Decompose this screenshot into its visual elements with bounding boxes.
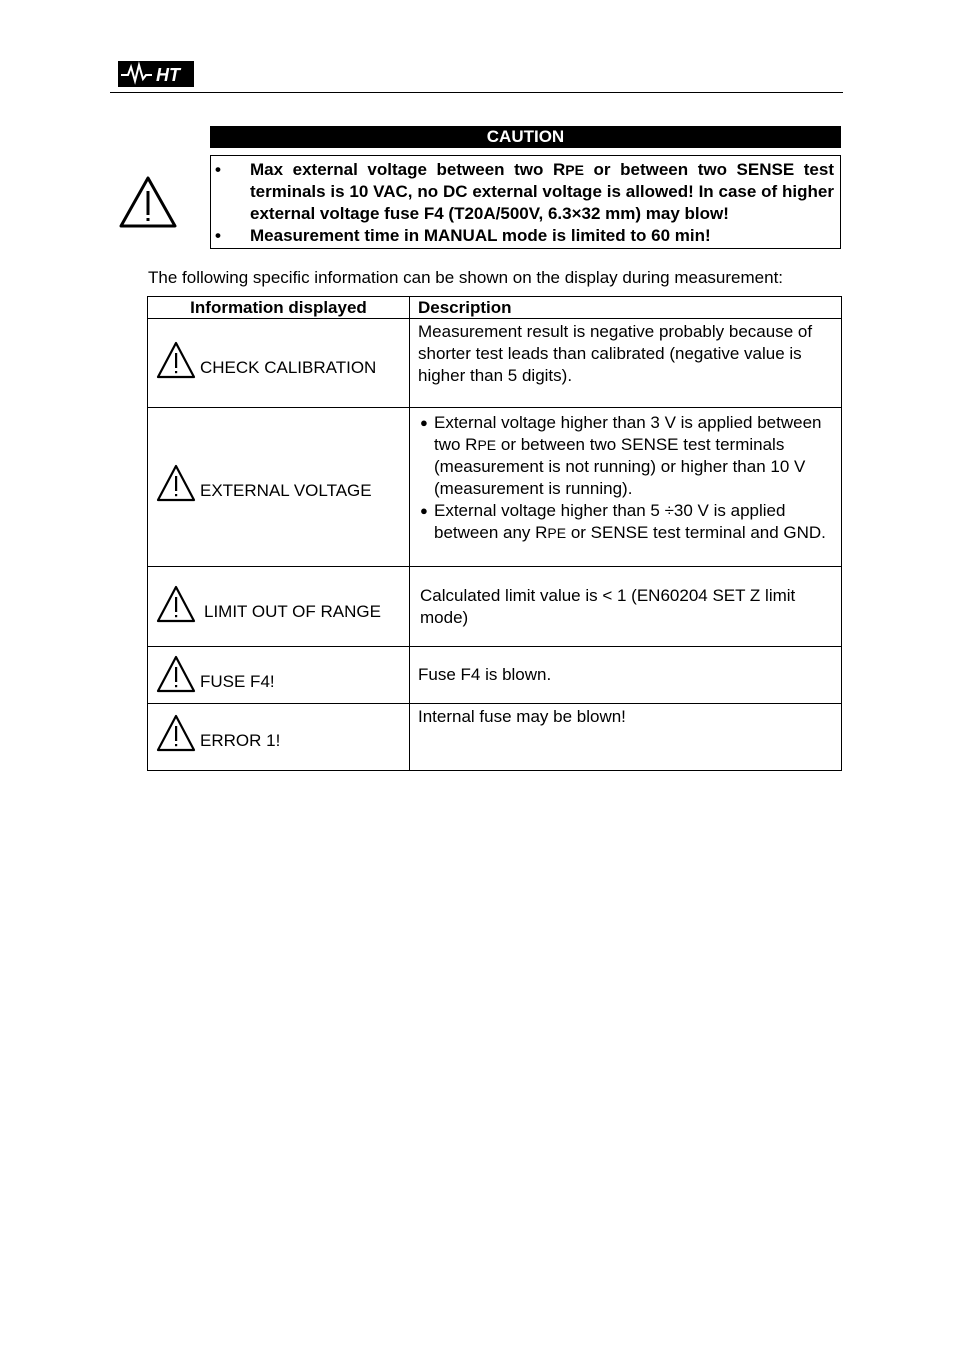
table-row <box>148 704 842 771</box>
caution-item: • Max external voltage between two RPE or between two SENSE test terminals is 10 VAC, no DC external voltage is allowed! In case of higher external voltage fuse F4 (T20A/500V, 6.3×32 mm) may blow! <box>215 160 835 223</box>
info-table <box>147 296 842 771</box>
warning-icon <box>156 655 196 693</box>
col-header-info: Information displayed <box>148 297 410 319</box>
col-header-description: Description <box>410 297 842 319</box>
caution-item: • Measurement time in MANUAL mode is limited to 60 min! <box>215 226 711 245</box>
warning-icon <box>156 585 196 623</box>
bullet: • <box>215 160 221 179</box>
description: Calculated limit value is < 1 (EN60204 SET Z limit mode) <box>410 567 842 647</box>
description <box>410 408 842 567</box>
bullet: • <box>215 226 221 245</box>
ht-logo <box>118 61 194 87</box>
warning-icon <box>156 714 196 752</box>
bullet: ● <box>420 503 428 518</box>
caution-box <box>210 155 841 249</box>
info-label: LIMIT OUT OF RANGE <box>204 602 381 621</box>
table-header-row <box>148 297 842 319</box>
intro-text: The following specific information can be shown on the display during measurement: <box>148 268 784 287</box>
description: Internal fuse may be blown! <box>410 704 842 771</box>
description: Measurement result is negative probably because of shorter test leads than calibrated (negative value is higher than 5 digits). <box>410 319 842 408</box>
header-rule <box>110 92 843 93</box>
description: Fuse F4 is blown. <box>410 647 842 704</box>
bullet: ● <box>420 415 428 430</box>
caution-title: CAUTION <box>210 126 841 148</box>
table-row <box>148 567 842 647</box>
warning-icon <box>156 464 196 502</box>
info-label: ERROR 1! <box>200 731 281 750</box>
table-row <box>148 408 842 567</box>
warning-icon <box>156 341 196 379</box>
info-label: CHECK CALIBRATION <box>200 358 377 377</box>
list-item: ● External voltage higher than 3 V is applied between two RPE or between two SENSE test terminals (measurement is not running) or higher than 10 V (measurement is running). <box>420 413 822 498</box>
info-label: FUSE F4! <box>200 672 275 691</box>
logo-text: HT <box>156 65 180 85</box>
list-item: ● External voltage higher than 5 ÷30 V is applied between any RPE or SENSE test terminal and GND. <box>420 501 826 542</box>
table-row <box>148 647 842 704</box>
table-row <box>148 319 842 408</box>
warning-icon <box>118 175 178 229</box>
info-label: EXTERNAL VOLTAGE <box>200 481 372 500</box>
